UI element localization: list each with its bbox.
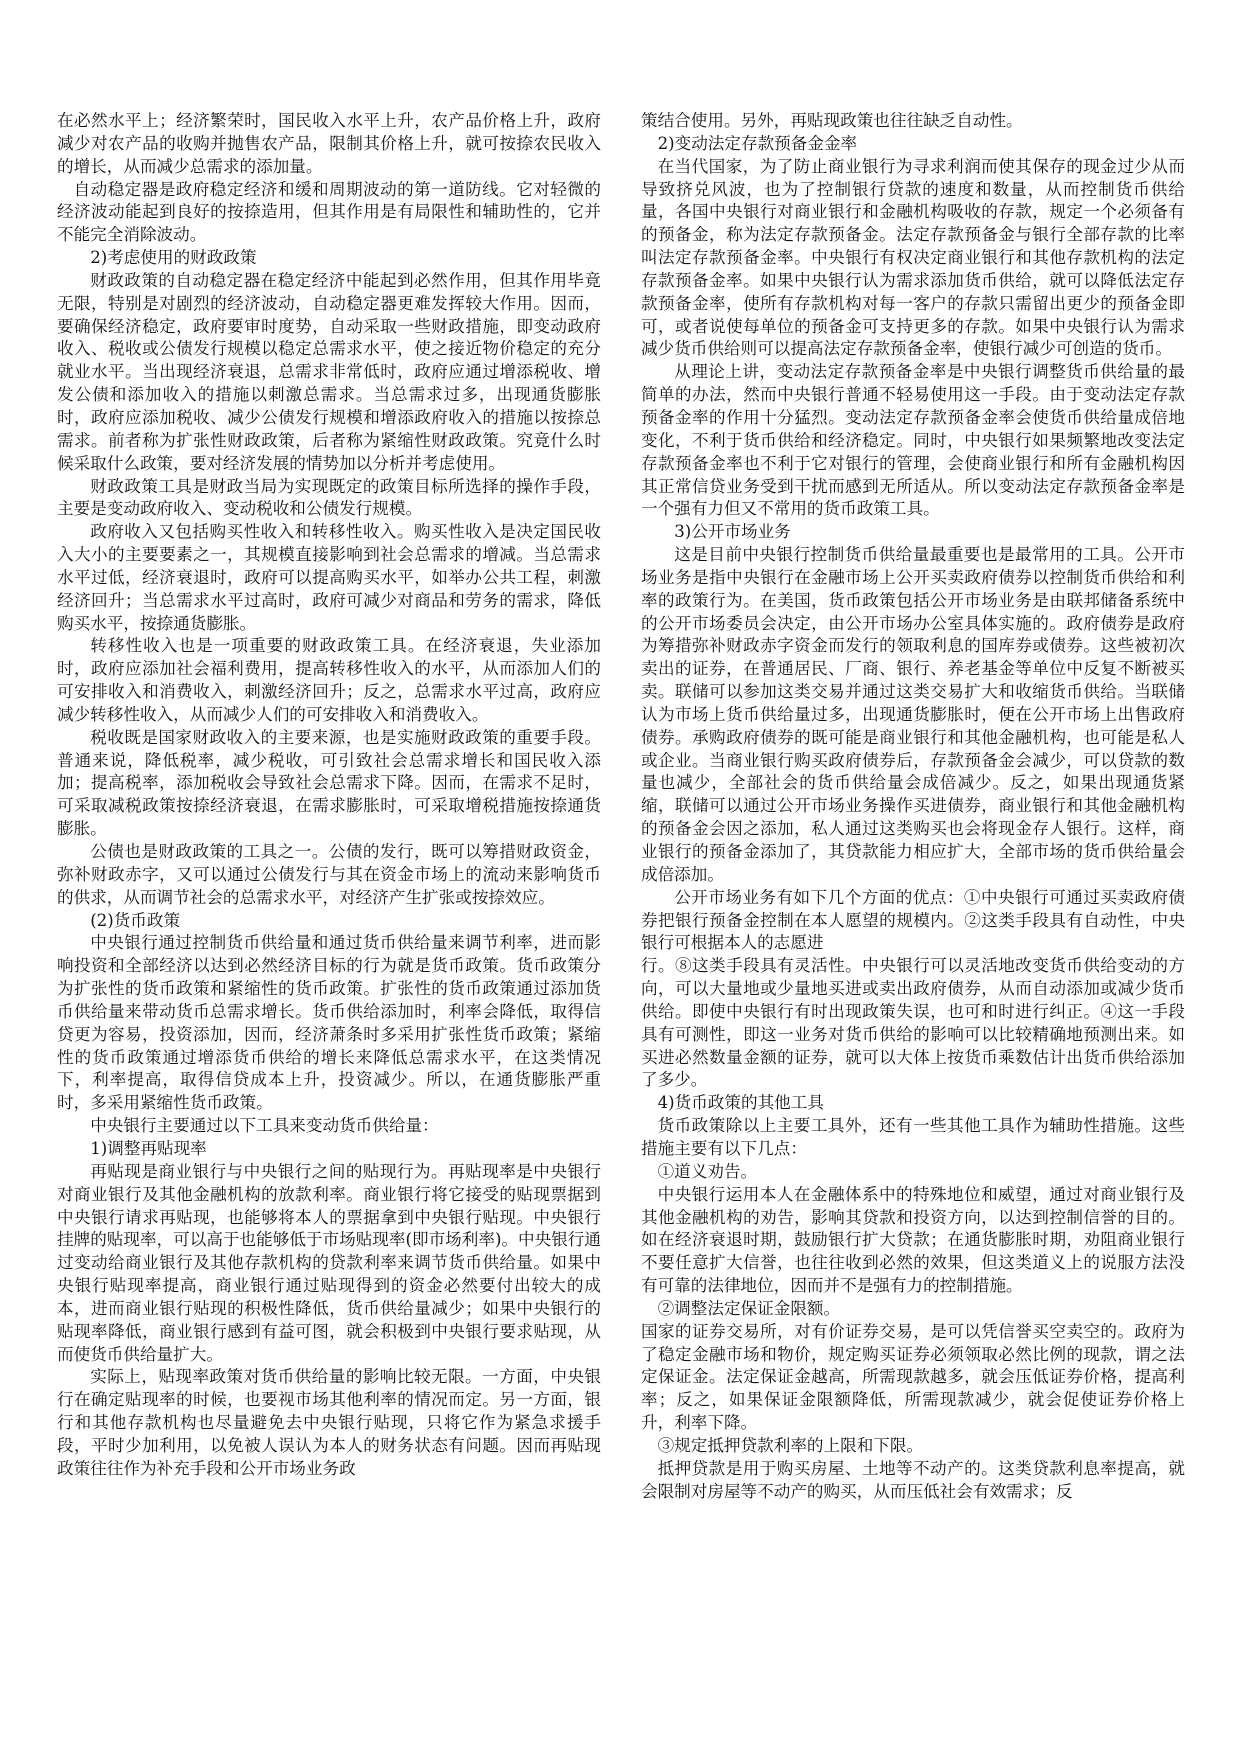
left-paragraph: 政府收入又包括购买性收入和转移性收入。购买性收入是决定国民收入大小的主要要素之一，其规模直接影响到社会总需求的增减。当总需求水平过低，经济衰退时，政府可以提高购买水平，如举办公共工程，刺激经济回升；当总需求水平过高时，政府可减少对商品和劳务的需求，降低购买水平，按捺通货膨胀。 xyxy=(57,522,601,633)
right-paragraph: 行。⑧这类手段具有灵活性。中央银行可以灵活地改变货币供给变动的方向，可以大量地或少量地买进或卖出政府债券，从而自动添加或减少货币供给。即使中央银行有时出现政策失误，也可和时进行纠正。④这一手段具有可测性，即这一业务对货币供给的影响可以比较精确地预测出来。如买进必然数量金额的证券，就可以大体上按货币乘数估计出货币供给添加了多少。 xyxy=(641,956,1185,1090)
left-paragraph: 税收既是国家财政收入的主要来源，也是实施财政政策的重要手段。普通来说，降低税率，减少税收，可引致社会总需求增长和国民收入添加；提高税率，添加税收会导致社会总需求下降。因而，在需求不足时，可采取减税政策按捺经济衰退，在需求膨胀时，可采取增税措施按捺通货膨胀。 xyxy=(57,727,601,839)
right-paragraph: 货币政策除以上主要工具外，还有一些其他工具作为辅助性措施。这些措施主要有以下几点： xyxy=(641,1116,1185,1158)
right-paragraph: 4)货币政策的其他工具 xyxy=(657,1093,824,1113)
left-paragraph: 财政政策的自动稳定器在稳定经济中能起到必然作用，但其作用毕竟无限，特别是对剧烈的经济波动，自动稳定器更难发挥较大作用。因而，要确保经济稳定，政府要审时度势，自动采取一些财政措施，即变动政府收入、税收或公债发行规模以稳定总需求水平，使之接近物价稳定的充分就业水平。当出现经济衰退，总需求非常低时，政府应通过增添税收、增发公债和添加收入的措施以刺激总需求。当总需求过多，出现通货膨胀时，政府应添加税收、减少公债发行规模和增添政府收入的措施以按捺总需求。前者称为扩张性财政政策，后者称为紧缩性财政政策。究竟什么时候采取什么政策，要对经济发展的情势加以分析并考虑使用。 xyxy=(57,270,601,473)
left-paragraph: (2)货币政策 xyxy=(90,910,181,930)
left-paragraph: 自动稳定器是政府稳定经济和缓和周期波动的第一道防线。它对轻微的经济波动能起到良好的按捺造用，但其作用是有局限性和辅助性的，它并不能完全消除波动。 xyxy=(57,179,601,245)
left-paragraph: 财政政策工具是财政当局为实现既定的政策目标所选择的操作手段，主要是变动政府收入、变动税收和公债发行规模。 xyxy=(57,476,601,519)
left-paragraph: 转移性收入也是一项重要的财政政策工具。在经济衰退，失业添加时，政府应添加社会福利费用，提高转移性收入的水平，从而添加人们的可安排收入和消费收入，刺激经济回升；反之，总需求水平过高，政府应减少转移性收入，从而减少人们的可安排收入和消费收入。 xyxy=(57,636,601,724)
right-paragraph: 抵押贷款是用于购买房屋、土地等不动产的。这类贷款利息率提高，就会限制对房屋等不动产的购买，从而压低社会有效需求；反 xyxy=(641,1458,1185,1501)
left-paragraph: 在必然水平上；经济繁荣时，国民收入水平上升，农产品价格上升，政府减少对农产品的收购并抛售农产品，限制其价格上升，就可按捺农民收入的增长，从而减少总需求的添加量。 xyxy=(57,111,601,176)
right-column xyxy=(641,110,1185,1503)
left-paragraph: 实际上，贴现率政策对货币供给量的影响比较无限。一方面，中央银行在确定贴现率的时候，也要视市场其他利率的情况而定。另一方面，银行和其他存款机构也尽量避免去中央银行贴现，只将它作为紧急求援手段，平时少加利用，以免被人误认为本人的财务状态有问题。因而再贴现政策往往作为补充手段和公开市场业务政 xyxy=(57,1367,601,1478)
left-paragraph: 再贴现是商业银行与中央银行之间的贴现行为。再贴现率是中央银行对商业银行及其他金融机构的放款利率。商业银行将它接受的贴现票据到中央银行请求再贴现，也能够将本人的票据拿到中央银行贴现。中央银行挂牌的贴现率，可以高于也能够低于市场贴现率(即市场利率)。中央银行通过变动给商业银行及其他存款机构的贷款利率来调节货币供给量。如果中央银行贴现率提高，商业银行通过贴现得到的资金必然要付出较大的成本，进而商业银行贴现的积极性降低，货币供给量减少；如果中央银行的贴现率降低，商业银行感到有益可图，就会积极到中央银行要求贴现，从而使货币供给量扩大。 xyxy=(57,1161,601,1364)
left-paragraph: 中央银行主要通过以下工具来变动货币供给量： xyxy=(90,1116,439,1136)
right-paragraph: 国家的证券交易所，对有价证券交易，是可以凭信誉买空卖空的。政府为了稳定金融市场和物价，规定购买证券必须领取必然比例的现款，谓之法定保证金。法定保证金越高，所需现款越多，就会压低证券价格，提高利率；反之，如果保证金限额降低，所需现款减少，就会促使证券价格上升，利率下降。 xyxy=(641,1321,1185,1433)
right-paragraph: 2)变动法定存款预备金金率 xyxy=(657,133,858,153)
right-paragraph: ①道义劝告。 xyxy=(657,1161,758,1181)
right-paragraph: 公开市场业务有如下几个方面的优点：①中央银行可通过买卖政府债券把银行预备金控制在本人愿望的规模内。②这类手段具有自动性，中央银行可根据本人的志愿进 xyxy=(641,887,1185,953)
right-paragraph: 从理论上讲，变动法定存款预备金率是中央银行调整货币供给量的最简单的办法，然而中央银行普通不轻易使用这一手段。由于变动法定存款预备金率的作用十分猛烈。变动法定存款预备金率会使货币供给量成倍地变化，不利于货币供给和经济稳定。同时，中央银行如果频繁地改变法定存款预备金率也不利于它对银行的管理，会使商业银行和所有金融机构因其正常信贷业务受到干扰而感到无所适从。所以变动法定存款预备金率是一个强有力但又不常用的货币政策工具。 xyxy=(641,362,1185,519)
left-paragraph: 中央银行通过控制货币供给量和通过货币供给量来调节利率，进而影响投资和全部经济以达到必然经济目标的行为就是货币政策。货币政策分为扩张性的货币政策和紧缩性的货币政策。扩张性的货币政策通过添加货币供给量来带动货币总需求增长。货币供给添加时，利率会降低，取得信贷更为容易，投资添加，因而，经济萧条时多采用扩张性货币政策；紧缩性的货币政策通过增添货币供给的增长来降低总需求水平，在这类情况下，利率提高，取得信贷成本上升，投资减少。所以，在通货膨胀严重时，多采用紧缩性货币政策。 xyxy=(57,933,601,1113)
right-paragraph: 中央银行运用本人在金融体系中的特殊地位和威望，通过对商业银行及其他金融机构的劝告，影响其贷款和投资方向，以达到控制信誉的目的。如在经济衰退时期，鼓励银行扩大贷款；在通货膨胀时期，劝阻商业银行不要任意扩大信誉，也往往收到必然的效果，但这类道义上的说服方法没有可靠的法律地位，因而并不是强有力的控制措施。 xyxy=(641,1184,1185,1296)
right-paragraph: 在当代国家，为了防止商业银行为寻求利润而使其保存的现金过少从而导致挤兑风波，也为了控制银行贷款的速度和数量，从而控制货币供给量，各国中央银行对商业银行和金融机构吸收的存款，规定一个必须备有的预备金，称为法定存款预备金。法定存款预备金与银行全部存款的比率叫法定存款预备金率。中央银行有权决定商业银行和其他存款机构的法定存款预备金率。如果中央银行认为需求添加货币供给，就可以降低法定存款预备金率，使所有存款机构对每一客户的存款只需留出更少的预备金即可，或者说使每单位的预备金可支持更多的存款。如果中央银行认为需求减少货币供给则可以提高法定存款预备金率，使银行减少可创造的货币。 xyxy=(641,156,1185,359)
right-paragraph: 策结合使用。另外，再贴现政策也往往缺乏自动性。 xyxy=(641,111,1023,130)
right-paragraph: ③规定抵押贷款利率的上限和下限。 xyxy=(657,1435,924,1455)
right-paragraph: ②调整法定保证金限额。 xyxy=(657,1298,841,1318)
left-paragraph: 2)考虑使用的财政政策 xyxy=(90,248,257,268)
right-paragraph: 这是目前中央银行控制货币供给量最重要也是最常用的工具。公开市场业务是指中央银行在金融市场上公开买卖政府债券以控制货币供给和利率的政策行为。在美国，货币政策包括公开市场业务是由联邦储备系统中的公开市场委员会决定，由公开市场办公室具体实施的。政府债券是政府为筹措弥补财政赤字资金而发行的领取利息的国库券或债券。这些被初次卖出的证券，在普通居民、厂商、银行、养老基金等单位中反复不断被买卖。联储可以参加这类交易并通过这类交易扩大和收缩货币供给。当联储认为市场上货币供给量过多，出现通货膨胀时，便在公开市场上出售政府债券。承购政府债券的既可能是商业银行和其他金融机构，也可能是私人或企业。当商业银行购买政府债券后，存款预备金会减少，可以贷款的数量也减少，全部社会的货币供给量会成倍减少。反之，如果出现通货紧缩，联储可以通过公开市场业务操作买进债券，商业银行和其他金融机构的预备金会因之添加，私人通过这类购买也会将现金存人银行。这样，商业银行的预备金添加了，其贷款能力相应扩大，全部市场的货币供给量会成倍添加。 xyxy=(641,545,1185,884)
right-paragraph: 3)公开市场业务 xyxy=(674,522,791,542)
left-paragraph: 公债也是财政政策的工具之一。公债的发行，既可以筹措财政资金，弥补财政赤字，又可以通过公债发行与其在资金市场上的流动来影响货币的供求，从而调节社会的总需求水平，对经济产生扩张或按捺效应。 xyxy=(57,842,601,907)
left-paragraph: 1)调整再贴现率 xyxy=(90,1138,207,1158)
left-column xyxy=(57,110,601,1481)
